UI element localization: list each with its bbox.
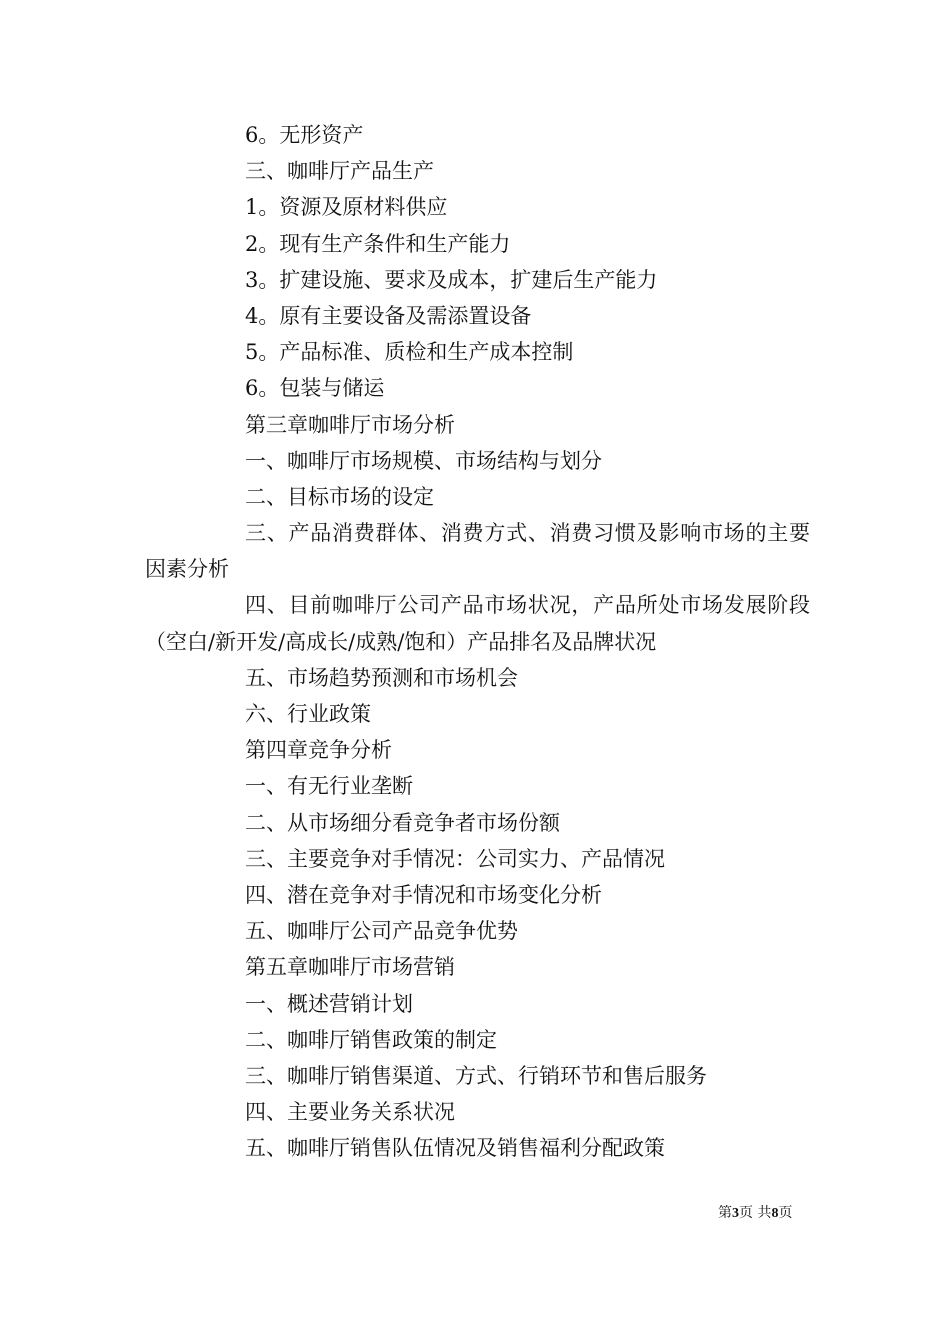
section-heading: 三、咖啡厅产品生产 [245,159,434,184]
text-line: 5。产品标准、质检和生产成本控制 [245,340,574,365]
footer-suffix: 页 [778,1205,793,1221]
text-line: 6。无形资产 [245,123,364,147]
text-line: 4。原有主要设备及需添置设备 [245,303,532,328]
text-line: 三、咖啡厅销售渠道、方式、行销环节和售后服务 [245,1063,707,1088]
footer-middle: 页 共 [739,1205,772,1221]
chapter-heading: 第三章咖啡厅市场分析 [245,412,455,437]
text-line: 四、主要业务关系状况 [245,1100,455,1125]
text-line: 五、咖啡厅公司产品竞争优势 [245,919,518,944]
text-line: 六、行业政策 [245,702,371,727]
document-body [145,117,810,1167]
text-line: 二、目标市场的设定 [245,484,434,509]
page-footer [718,1202,792,1222]
text-line: 一、概述营销计划 [245,991,413,1016]
text-line: 3。扩建设施、要求及成本，扩建后生产能力 [245,267,658,292]
text-line: 6。包装与储运 [245,376,385,401]
chapter-heading: 第四章竞争分析 [245,738,392,763]
text-line: 一、咖啡厅市场规模、市场结构与划分 [245,448,602,473]
text-line: 2。现有生产条件和生产能力 [245,231,511,256]
chapter-heading: 第五章咖啡厅市场营销 [245,955,455,980]
text-line: 四、潜在竞争对手情况和市场变化分析 [245,883,602,907]
page-number: 3 [732,1206,739,1221]
text-line: 1。资源及原材料供应 [245,195,448,220]
text-line: 二、咖啡厅销售政策的制定 [245,1027,497,1052]
text-line: 三、主要竞争对手情况：公司实力、产品情况 [245,846,665,871]
paragraph-consumer-factors: 三、产品消费群体、消费方式、消费习惯及影响市场的主要因素分析 [145,521,810,582]
paragraph-market-status: 四、目前咖啡厅公司产品市场状况，产品所处市场发展阶段（空白/新开发/高成长/成熟/饱和）产品排名及品牌状况 [145,593,810,654]
text-line: 一、有无行业垄断 [245,774,413,799]
text-line: 五、咖啡厅销售队伍情况及销售福利分配政策 [245,1136,665,1161]
total-pages: 8 [771,1206,779,1221]
text-line: 五、市场趋势预测和市场机会 [245,665,518,690]
footer-prefix: 第 [718,1205,732,1221]
text-line: 二、从市场细分看竞争者市场份额 [245,810,560,835]
